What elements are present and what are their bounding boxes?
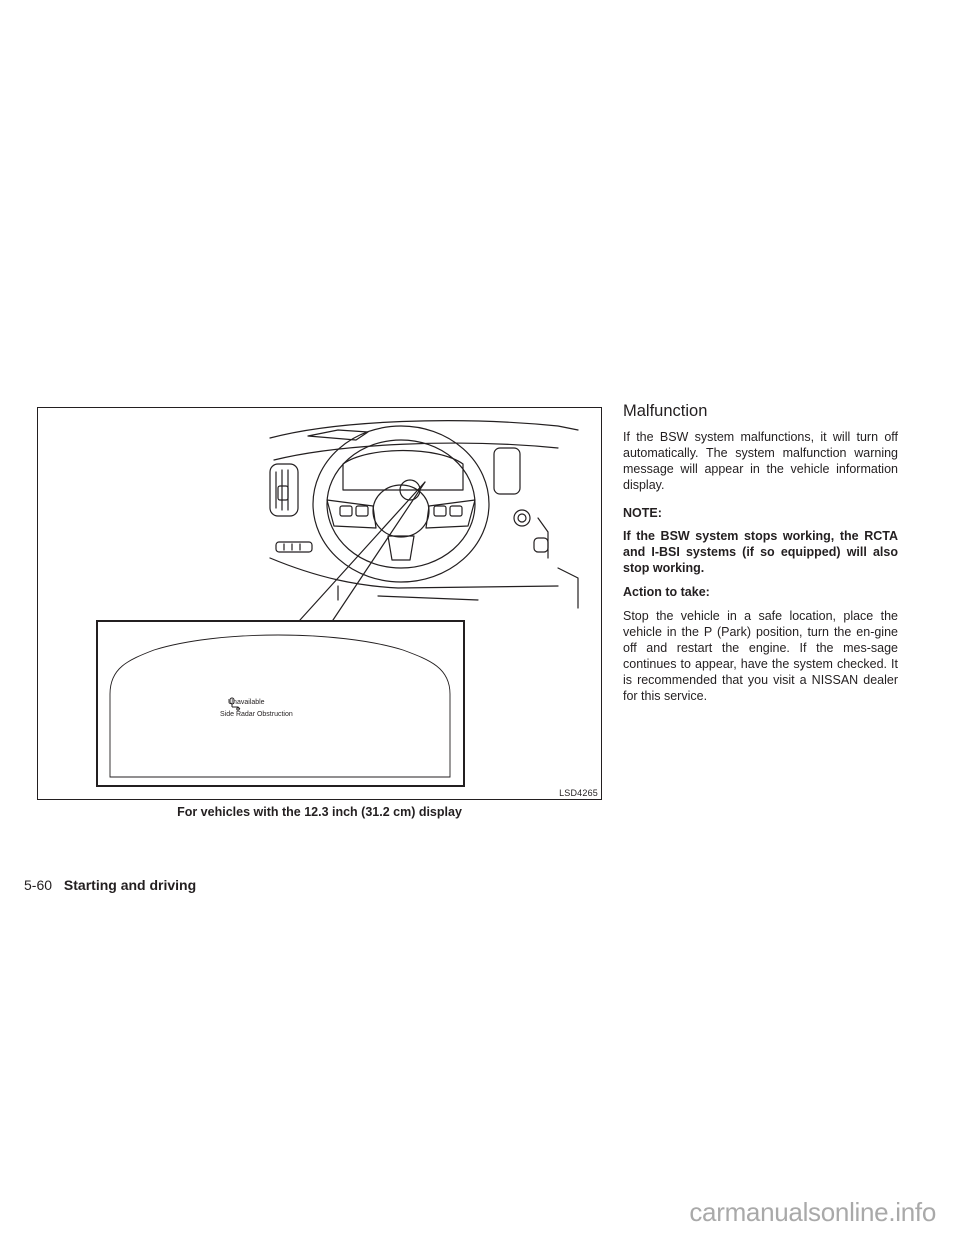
note-text: If the BSW system stops working, the RCTA and I-BSI systems (if so equipped) will also stop working. xyxy=(623,529,898,575)
figure-caption: For vehicles with the 12.3 inch (31.2 cm) display xyxy=(177,805,462,819)
action-text: Stop the vehicle in a safe location, place the vehicle in the P (Park) position, turn the en-gine off and restart the engine. If the mes-sage continues to appear, have the system checked. It is recommended that you visit a NISSAN dealer for this service. xyxy=(623,609,898,703)
watermark: carmanualsonline.info xyxy=(689,1197,936,1227)
note-label: NOTE: xyxy=(623,506,662,520)
section-name: Starting and driving xyxy=(63,877,197,893)
action-label: Action to take: xyxy=(623,585,710,599)
display-message-obstruction: Side Radar Obstruction xyxy=(220,711,293,718)
side-radar-icon xyxy=(228,697,242,711)
page-number: 5-60 xyxy=(24,877,53,893)
malfunction-section xyxy=(623,402,898,713)
intro-paragraph: If the BSW system malfunctions, it will turn off automatically. The system malfunction warning message will appear in the vehicle information display. xyxy=(623,430,898,492)
display-inset xyxy=(96,620,465,787)
figure-illustration xyxy=(37,407,602,800)
display-message-unavailable: Unavailable xyxy=(228,699,265,706)
section-title: Malfunction xyxy=(623,402,708,420)
figure-id-label: LSD4265 xyxy=(559,788,598,798)
display-message xyxy=(220,697,332,721)
page-footer xyxy=(24,877,196,893)
